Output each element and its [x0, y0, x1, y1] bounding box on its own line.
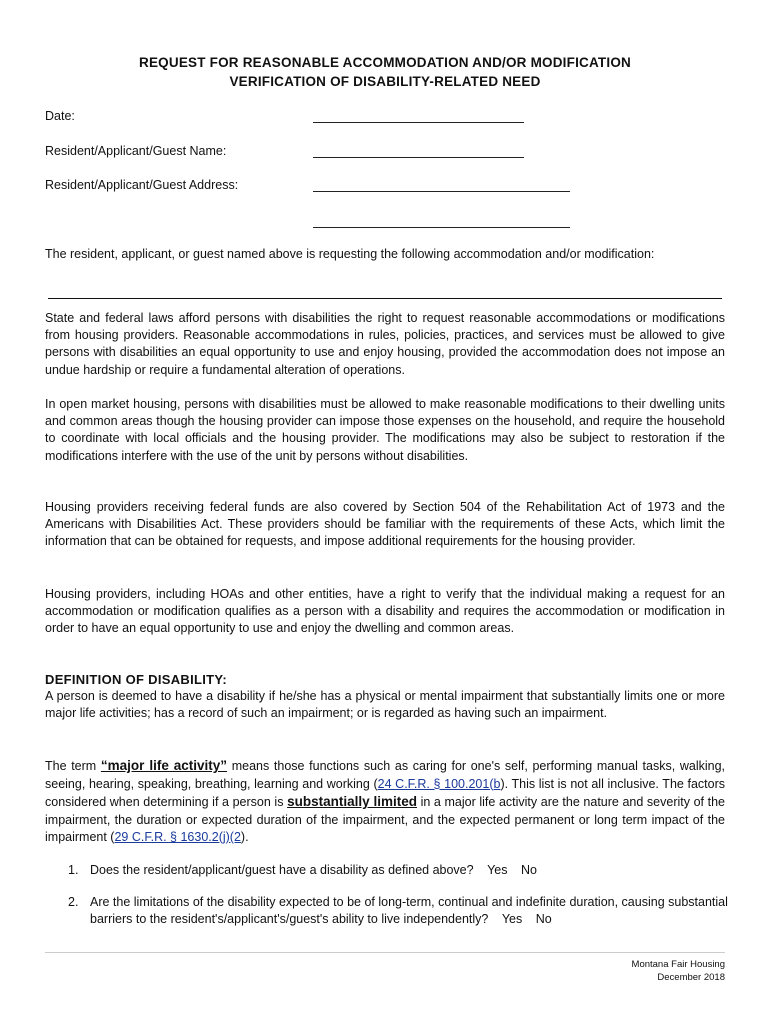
accommodation-request-field[interactable]	[48, 298, 722, 299]
list-item	[45, 862, 735, 880]
no-option[interactable]: No	[535, 912, 552, 926]
paragraph-open-market-housing: In open market housing, persons with disabilities must be allowed to make reasonable modifications to their dwelling units and common areas though the housing provider can impose those expenses on the household, and require the household to coordinate with local officials and the housing provider. The modifications may also be subject to restoration if the modifications interfere with the use of the unit by persons without disabilities.	[45, 397, 725, 463]
term-intro: The term	[45, 759, 101, 773]
term-major-life-activity: “major life activity”	[100, 758, 228, 773]
footer	[632, 958, 725, 984]
paragraph-federal-funds: Housing providers receiving federal funds are also covered by Section 504 of the Rehabilitation Act of 1973 and the Americans with Disabilities Act. These providers should be familiar with the requirements of these Acts, which limit the information that can be obtained for requests, and impose additional requirements for the housing provider.	[45, 500, 725, 549]
term-text-end: ).	[240, 830, 249, 844]
question-text: Does the resident/applicant/guest have a disability as defined above?	[90, 863, 474, 877]
footer-org: Montana Fair Housing	[631, 959, 725, 970]
term-text-3: in a major life activity are the nature and severity of the impairment, the duration or expected duration of the impairment, and the expected permanent or long term impact of the impairment (	[45, 795, 726, 844]
cfr-1630-2-link[interactable]: 29 C.F.R. § 1630.2(j)(2	[114, 830, 241, 844]
date-label: Date:	[45, 109, 75, 123]
question-number: 2.	[68, 894, 79, 909]
request-intro: The resident, applicant, or guest named above is requesting the following accommodation and/or modification:	[45, 247, 655, 261]
footer-date: December 2018	[657, 972, 725, 983]
document-title	[0, 53, 770, 91]
definition-text: A person is deemed to have a disability if he/she has a physical or mental impairment that substantially limits one or more major life activities; has a record of such an impairment; or is regarded as having such an impairment.	[45, 689, 725, 721]
date-field[interactable]	[313, 122, 524, 123]
footer-divider	[45, 952, 725, 953]
cfr-100-201-link[interactable]: 24 C.F.R. § 100.201(b	[377, 776, 501, 791]
term-substantially-limited: substantially limited	[287, 794, 417, 809]
paragraph-state-federal-laws: State and federal laws afford persons with disabilities the right to request reasonable accommodations or modifications from housing providers. Reasonable accommodations in rules, policies, practices, and services must be allowed to give persons with disabilities an equal opportunity to use and enjoy housing, provided the accommodation does not impose an undue hardship or require a fundamental alteration of operations.	[45, 311, 725, 377]
no-option[interactable]: No	[520, 863, 537, 877]
paragraph-verification-right: Housing providers, including HOAs and other entities, have a right to verify that the individual making a request for an accommodation or modification qualifies as a person with a disability and requires the accommodation or modification in order to have an equal opportunity to use and enjoy the dwelling and common areas.	[45, 587, 725, 636]
yes-option[interactable]: Yes	[501, 912, 523, 926]
question-number: 1.	[68, 863, 79, 877]
list-item	[45, 894, 735, 929]
question-text: Are the limitations of the disability expected to be of long-term, continual and indefinite duration, causing substantial barriers to the resident's/applicant's/guest's ability to live independently?	[90, 894, 728, 926]
definition-heading: DEFINITION OF DISABILITY:	[45, 672, 228, 687]
yes-option[interactable]: Yes	[487, 863, 508, 877]
name-field[interactable]	[313, 157, 524, 158]
title-line-2: VERIFICATION OF DISABILITY-RELATED NEED	[229, 74, 541, 89]
name-label: Resident/Applicant/Guest Name:	[45, 144, 227, 158]
title-line-1: REQUEST FOR REASONABLE ACCOMMODATION AND/OR MODIFICATION	[139, 55, 631, 70]
term-text-2: ). This list is not all inclusive. The factors considered when determining if a person is	[45, 776, 726, 809]
address-field-line-2[interactable]	[313, 227, 570, 228]
major-life-activity-paragraph	[45, 757, 725, 847]
term-text-1: means those functions such as caring for one's self, performing manual tasks, walking, seeing, hearing, speaking, breathing, learning and working (	[45, 759, 726, 791]
questions-list	[45, 862, 735, 943]
address-field-line-1[interactable]	[313, 191, 570, 192]
address-label: Resident/Applicant/Guest Address:	[45, 178, 239, 192]
